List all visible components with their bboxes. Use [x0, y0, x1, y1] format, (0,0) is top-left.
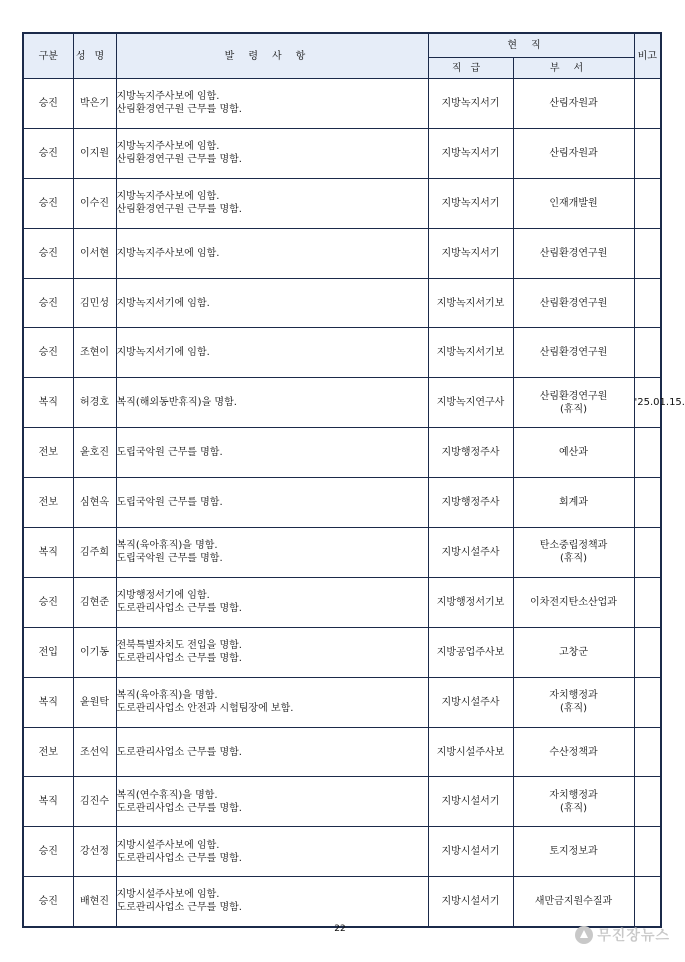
order-cell — [116, 128, 428, 178]
name-text: 조선익 — [80, 746, 109, 758]
name-text: 이기동 — [80, 646, 109, 658]
page-number: 22 — [334, 924, 346, 934]
dept-cell — [513, 777, 634, 827]
dept-line-2: (휴직) — [559, 553, 588, 565]
name-cell — [73, 627, 116, 677]
name-cell — [73, 827, 116, 877]
note-cell — [634, 577, 661, 627]
rank-text: 지방공업주사보 — [436, 646, 505, 658]
rank-cell — [428, 627, 513, 677]
table-row — [23, 577, 661, 627]
table-row — [23, 528, 661, 578]
dept-line-1: 산림자원과 — [549, 97, 598, 109]
table-row — [23, 777, 661, 827]
order-cell — [116, 178, 428, 228]
dept-cell — [513, 79, 634, 129]
category-cell — [23, 378, 73, 428]
header-rank: 직급 — [428, 58, 513, 79]
rank-text: 지방시설서기 — [441, 796, 500, 808]
order-line-2: 도로관리사업소 근무를 명함. — [116, 653, 242, 665]
note-cell — [634, 428, 661, 478]
dept-line-1: 산림환경연구원 — [539, 390, 608, 402]
note-cell — [634, 827, 661, 877]
order-line-2: 도립국악원 근무를 명함. — [116, 553, 223, 565]
note-cell — [634, 478, 661, 528]
header-name: 성명 — [73, 33, 116, 79]
order-line-2: 도로관리사업소 근무를 명함. — [116, 603, 242, 615]
category-text: 승진 — [38, 147, 58, 159]
order-line-1: 지방녹지주사보에 임함. — [116, 247, 220, 259]
order-cell — [116, 228, 428, 278]
note-cell — [634, 128, 661, 178]
dept-line-2: (휴직) — [559, 703, 588, 715]
name-cell — [73, 777, 116, 827]
name-cell — [73, 278, 116, 328]
rank-cell — [428, 178, 513, 228]
order-line-1: 지방시설주사보에 임함. — [116, 839, 220, 851]
table-row — [23, 478, 661, 528]
note-cell — [634, 677, 661, 727]
name-text: 이서현 — [80, 247, 109, 259]
order-line-2: 산림환경연구원 근무를 명함. — [116, 154, 242, 166]
category-cell — [23, 827, 73, 877]
dept-line-1: 수산정책과 — [549, 746, 598, 758]
name-text: 윤호진 — [80, 447, 109, 459]
order-line-2: 도로관리사업소 근무를 명함. — [116, 802, 242, 814]
name-text: 강선정 — [80, 846, 109, 858]
name-cell — [73, 178, 116, 228]
table-row — [23, 727, 661, 777]
category-cell — [23, 877, 73, 927]
dept-cell — [513, 478, 634, 528]
category-cell — [23, 128, 73, 178]
category-cell — [23, 577, 73, 627]
order-cell — [116, 528, 428, 578]
header-current: 현직 — [428, 33, 634, 58]
dept-cell — [513, 178, 634, 228]
dept-cell — [513, 278, 634, 328]
rank-cell — [428, 777, 513, 827]
dept-line-1: 고창군 — [559, 646, 588, 658]
name-text: 이수진 — [80, 197, 109, 209]
dept-line-2: (휴직) — [559, 403, 588, 415]
dept-line-2: (휴직) — [559, 802, 588, 814]
note-cell — [634, 228, 661, 278]
order-cell — [116, 727, 428, 777]
dept-line-1: 이차전지탄소산업과 — [530, 596, 617, 608]
rank-text: 지방시설서기 — [441, 895, 500, 907]
dept-line-1: 회계과 — [559, 497, 588, 509]
table-row — [23, 178, 661, 228]
category-text: 승진 — [38, 895, 58, 907]
rank-text: 지방녹지서기 — [441, 247, 500, 259]
rank-cell — [428, 378, 513, 428]
category-text: 전보 — [38, 447, 58, 459]
dept-line-1: 탄소중립정책과 — [539, 540, 608, 552]
order-cell — [116, 478, 428, 528]
table-row — [23, 877, 661, 927]
rank-cell — [428, 328, 513, 378]
dept-cell — [513, 378, 634, 428]
name-cell — [73, 528, 116, 578]
note-cell — [634, 378, 685, 428]
category-cell — [23, 677, 73, 727]
note-cell — [634, 877, 661, 927]
name-cell — [73, 727, 116, 777]
order-cell — [116, 278, 428, 328]
note-cell — [634, 777, 661, 827]
dept-line-1: 산림환경연구원 — [539, 297, 608, 309]
category-text: 전입 — [38, 646, 58, 658]
table-row — [23, 677, 661, 727]
rank-text: 지방녹지서기보 — [436, 347, 505, 359]
note-cell — [634, 727, 661, 777]
table-row — [23, 278, 661, 328]
category-cell — [23, 228, 73, 278]
header-dept: 부서 — [513, 58, 634, 79]
note-cell — [634, 79, 661, 129]
name-text: 김주희 — [80, 546, 109, 558]
rank-text: 지방시설주사보 — [436, 746, 505, 758]
name-text: 이지원 — [80, 147, 109, 159]
rank-text: 지방행정주사 — [441, 447, 500, 459]
category-text: 승진 — [38, 846, 58, 858]
rank-cell — [428, 79, 513, 129]
order-cell — [116, 79, 428, 129]
watermark-text: 무진장뉴스 — [597, 928, 670, 944]
order-line-1: 지방행정서기에 임함. — [116, 590, 210, 602]
order-line-1: 지방녹지서기에 임함. — [116, 347, 210, 359]
order-line-2: 도로관리사업소 근무를 명함. — [116, 902, 242, 914]
name-cell — [73, 328, 116, 378]
category-cell — [23, 727, 73, 777]
dept-cell — [513, 328, 634, 378]
order-cell — [116, 777, 428, 827]
category-text: 승진 — [38, 247, 58, 259]
name-text: 배현진 — [80, 895, 109, 907]
name-cell — [73, 228, 116, 278]
note-cell — [634, 178, 661, 228]
order-line-1: 복직(육아휴직)을 명함. — [116, 690, 218, 702]
table-row — [23, 627, 661, 677]
order-cell — [116, 627, 428, 677]
category-text: 복직 — [38, 397, 58, 409]
rank-text: 지방녹지연구사 — [436, 397, 505, 409]
category-text: 승진 — [38, 297, 58, 309]
dept-cell — [513, 428, 634, 478]
appointment-table — [22, 32, 685, 928]
dept-line-1: 산림환경연구원 — [539, 347, 608, 359]
category-cell — [23, 777, 73, 827]
order-line-1: 도립국악원 근무를 명함. — [116, 447, 223, 459]
category-text: 전보 — [38, 746, 58, 758]
rank-text: 지방녹지서기 — [441, 97, 500, 109]
table-header — [23, 33, 661, 79]
name-cell — [73, 478, 116, 528]
name-text: 조현이 — [80, 347, 109, 359]
rank-cell — [428, 428, 513, 478]
note-text: '25.01.15. — [634, 397, 685, 409]
order-cell — [116, 677, 428, 727]
rank-cell — [428, 128, 513, 178]
dept-cell — [513, 577, 634, 627]
rank-cell — [428, 827, 513, 877]
dept-cell — [513, 677, 634, 727]
dept-cell — [513, 128, 634, 178]
order-line-1: 도립국악원 근무를 명함. — [116, 497, 223, 509]
name-cell — [73, 378, 116, 428]
dept-cell — [513, 827, 634, 877]
table-row — [23, 128, 661, 178]
rank-text: 지방시설주사 — [441, 546, 500, 558]
name-cell — [73, 79, 116, 129]
order-line-1: 복직(육아휴직)을 명함. — [116, 540, 218, 552]
name-text: 김진수 — [80, 796, 109, 808]
order-cell — [116, 328, 428, 378]
category-text: 승진 — [38, 97, 58, 109]
dept-cell — [513, 528, 634, 578]
category-text: 전보 — [38, 497, 58, 509]
name-cell — [73, 677, 116, 727]
dept-line-1: 자치행정과 — [549, 690, 598, 702]
order-line-1: 지방녹지주사보에 임함. — [116, 141, 220, 153]
category-text: 복직 — [38, 796, 58, 808]
header-note: 비고 — [634, 33, 661, 79]
order-line-1: 지방녹지주사보에 임함. — [116, 91, 220, 103]
dept-line-1: 새만금지원수질과 — [534, 895, 613, 907]
dept-line-1: 자치행정과 — [549, 789, 598, 801]
name-text: 김민성 — [80, 297, 109, 309]
table-row — [23, 378, 661, 428]
rank-cell — [428, 228, 513, 278]
note-cell — [634, 528, 661, 578]
rank-text: 지방행정서기보 — [436, 596, 505, 608]
order-cell — [116, 877, 428, 927]
name-text: 허경호 — [80, 397, 109, 409]
rank-cell — [428, 877, 513, 927]
order-line-1: 도로관리사업소 근무를 명함. — [116, 746, 242, 758]
rank-text: 지방행정주사 — [441, 497, 500, 509]
order-line-1: 지방시설주사보에 임함. — [116, 889, 220, 901]
category-cell — [23, 528, 73, 578]
rank-cell — [428, 528, 513, 578]
name-text: 윤원탁 — [80, 696, 109, 708]
category-cell — [23, 627, 73, 677]
category-text: 승진 — [38, 197, 58, 209]
category-text: 복직 — [38, 546, 58, 558]
category-cell — [23, 478, 73, 528]
table-row — [23, 328, 661, 378]
order-cell — [116, 577, 428, 627]
category-cell — [23, 328, 73, 378]
rank-cell — [428, 478, 513, 528]
note-cell — [634, 278, 661, 328]
table-row — [23, 428, 661, 478]
rank-cell — [428, 577, 513, 627]
table-body — [23, 79, 685, 927]
rank-text: 지방녹지서기 — [441, 147, 500, 159]
category-text: 승진 — [38, 596, 58, 608]
order-line-1: 복직(해외동반휴직)을 명함. — [116, 397, 237, 409]
rank-text: 지방시설서기 — [441, 846, 500, 858]
note-cell — [634, 328, 661, 378]
rank-text: 지방녹지서기보 — [436, 297, 505, 309]
order-cell — [116, 378, 428, 428]
header-category: 구분 — [23, 33, 73, 79]
rank-text: 지방시설주사 — [441, 696, 500, 708]
order-line-2: 산림환경연구원 근무를 명함. — [116, 104, 242, 116]
order-line-2: 도로관리사업소 근무를 명함. — [116, 852, 242, 864]
category-text: 승진 — [38, 347, 58, 359]
order-line-1: 지방녹지주사보에 임함. — [116, 191, 220, 203]
name-cell — [73, 877, 116, 927]
note-cell — [634, 627, 661, 677]
dept-cell — [513, 228, 634, 278]
order-line-1: 지방녹지서기에 임함. — [116, 297, 210, 309]
rank-cell — [428, 727, 513, 777]
watermark — [575, 925, 670, 945]
category-cell — [23, 178, 73, 228]
order-line-2: 산림환경연구원 근무를 명함. — [116, 204, 242, 216]
order-cell — [116, 428, 428, 478]
header-order: 발령사항 — [116, 33, 428, 79]
category-cell — [23, 278, 73, 328]
name-text: 심현옥 — [80, 497, 109, 509]
dept-line-1: 토지정보과 — [549, 846, 598, 858]
table-row — [23, 79, 661, 129]
order-line-1: 복직(연수휴직)을 명함. — [116, 789, 218, 801]
name-text: 박은기 — [80, 97, 109, 109]
rank-cell — [428, 278, 513, 328]
category-cell — [23, 428, 73, 478]
name-text: 김현준 — [80, 596, 109, 608]
table-row — [23, 228, 661, 278]
dept-line-1: 산림자원과 — [549, 147, 598, 159]
order-cell — [116, 827, 428, 877]
dept-cell — [513, 877, 634, 927]
rank-cell — [428, 677, 513, 727]
category-text: 복직 — [38, 696, 58, 708]
dept-line-1: 인재개발원 — [549, 197, 598, 209]
name-cell — [73, 577, 116, 627]
table-row — [23, 827, 661, 877]
rank-text: 지방녹지서기 — [441, 197, 500, 209]
dept-line-1: 예산과 — [559, 447, 588, 459]
dept-line-1: 산림환경연구원 — [539, 247, 608, 259]
name-cell — [73, 428, 116, 478]
order-line-1: 전북특별자치도 전입을 명함. — [116, 640, 242, 652]
dept-cell — [513, 627, 634, 677]
name-cell — [73, 128, 116, 178]
dept-cell — [513, 727, 634, 777]
watermark-logo-icon — [575, 926, 593, 944]
category-cell — [23, 79, 73, 129]
order-line-2: 도로관리사업소 안전과 시험팀장에 보함. — [116, 703, 294, 715]
